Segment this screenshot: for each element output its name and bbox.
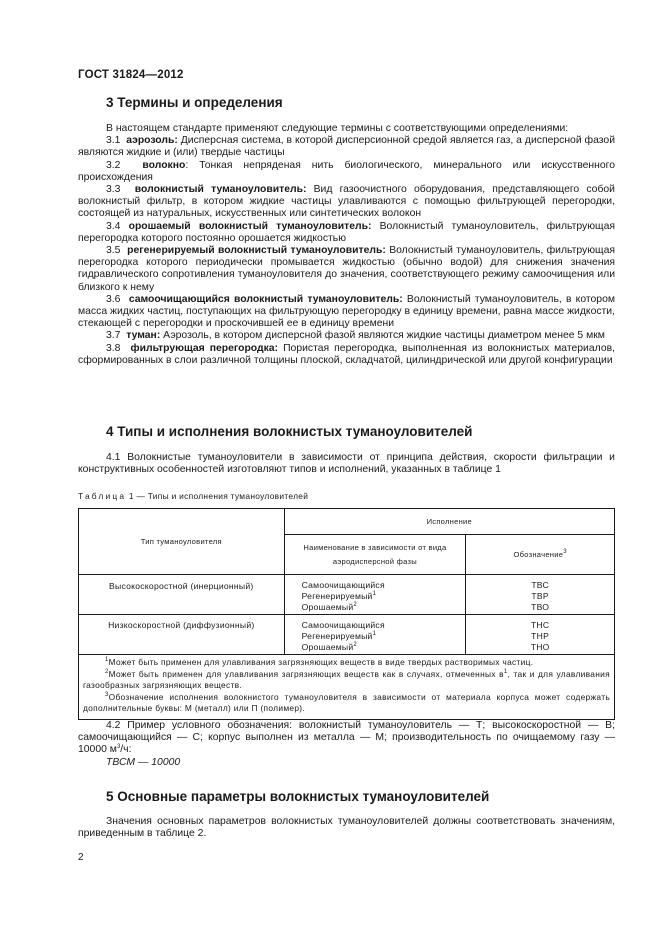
row-type: Высокоскоростной (инерционный) bbox=[79, 575, 285, 615]
designation-example: ТВСМ — 10000 bbox=[106, 756, 181, 768]
row-codes bbox=[466, 575, 615, 615]
code-item: ТНО bbox=[530, 642, 550, 652]
name-item: Регенерируемый$^1$ bbox=[301, 591, 377, 601]
table-note: $^1$Может быть применен для улавливания загрязняющих веществ в виде твердых растворимых частиц. bbox=[105, 657, 534, 667]
header-designation: Обозначение$^3$ bbox=[466, 535, 615, 575]
term-3-2: 3.2 волокно: Тонкая непряденая нить биологического, минерального или искусственного происхождения bbox=[78, 159, 615, 183]
header-execution: Исполнение bbox=[284, 509, 614, 535]
header-name: Наименование в зависимости от вида аэродисперсной фазы bbox=[284, 535, 466, 575]
name-item: Орошаемый$^2$ bbox=[301, 602, 358, 612]
name-item: Самоочищающийся bbox=[301, 580, 385, 590]
section-3-title: 3 Термины и определения bbox=[106, 95, 283, 110]
page-number: 2 bbox=[78, 852, 84, 863]
table-row bbox=[79, 575, 615, 615]
term-3-6: 3.6 самоочищающийся волокнистый туманоуловитель: Волокнистый туманоуловитель, в котором масса жидких частиц, поступающих на фильтрующую перегородку в единицу времени, равна массе жидкости, стекающей с перегородки и проскочившей ее в единицу времени bbox=[78, 293, 615, 330]
term-3-5: 3.5 регенерируемый волокнистый туманоуловитель: Волокнистый туманоуловитель, фильтрующая перегородка которого периодически промывается жидкостью (обычно водой) для снижения значения гидравлического сопротивления туманоуловителя до значения, соответствующего режиму самоочищения или близкого к нему bbox=[78, 245, 616, 293]
table-caption-title: 1 — Типы и исполнения туманоуловителей bbox=[126, 491, 309, 501]
table-note: $^3$Обозначение исполнения волокнистого туманоуловителя в зависимости от материала корпуса может содержать дополнительные буквы: М (металл) или П (полимер). bbox=[83, 691, 610, 714]
code-item: ТНС bbox=[530, 620, 550, 630]
paragraph-4-1-text: 4.1 Волокнистые туманоуловители в зависимости от принципа действия, скорости фильтрации и конструктивных особенностей изготовляют типов и исполнений, указанных в таблице 1 bbox=[78, 452, 615, 476]
term-3-4: 3.4 орошаемый волокнистый туманоуловитель: Волокнистый туманоуловитель, фильтрующая перегородка которого постоянно орошается жидкостью bbox=[78, 220, 616, 244]
section-5-title: 5 Основные параметры волокнистых туманоуловителей bbox=[106, 789, 490, 804]
section-4-title: 4 Типы и исполнения волокнистых туманоуловителей bbox=[106, 424, 473, 439]
code-item: ТВС bbox=[531, 580, 549, 590]
row-names bbox=[284, 615, 466, 655]
paragraph-4-2-text: 4.2 Пример условного обозначения: волокнистый туманоуловитель — Т; высокоскоростной — В; самоочищающийся — С; корпус выполнен из металла — М; производительность по очищаемому газу — 10000 $м^3/ч$: bbox=[78, 720, 615, 756]
table-1-caption bbox=[78, 491, 308, 501]
section-5-body bbox=[78, 816, 615, 840]
name-item: Самоочищающийся bbox=[301, 620, 385, 630]
document-header: ГОСТ 31824—2012 bbox=[78, 69, 184, 81]
code-item: ТВР bbox=[531, 591, 549, 601]
table-1 bbox=[78, 508, 615, 720]
term-3-7: 3.7 туман: Аэрозоль, в котором дисперсной фазой являются жидкие частицы диаметром менее 5 мкм bbox=[106, 330, 605, 342]
table-note: $^2$Может быть применен для улавливания загрязняющих веществ как в случаях, отмеченных $в^1$, так и для улавливания газообразных загрязняющих веществ. bbox=[83, 668, 610, 691]
row-names bbox=[284, 575, 466, 615]
paragraph-4-2 bbox=[78, 720, 615, 769]
table-caption-prefix: Таблица bbox=[78, 491, 127, 501]
section-5-text: Значения основных параметров волокнистых туманоуловителей должны соответствовать значениям, приведенным в таблице 2. bbox=[78, 816, 615, 840]
table-notes bbox=[79, 655, 615, 720]
header-type: Тип туманоуловителя bbox=[79, 509, 285, 575]
code-item: ТНР bbox=[531, 631, 550, 641]
term-3-8: 3.8 фильтрующая перегородка: Пористая перегородка, выполненная из волокнистых материалов, сформированных в слои различной толщины плоской, складчатой, цилиндрической или другой конфигурации bbox=[78, 342, 616, 366]
term-3-1: 3.1 аэрозоль: Дисперсная система, в которой дисперсионной средой является газ, а дисперсной фазой являются жидкие и (или) твердые частицы bbox=[78, 135, 615, 159]
code-item: ТВО bbox=[531, 602, 550, 612]
table-row bbox=[79, 615, 615, 655]
name-item: Орошаемый$^2$ bbox=[301, 642, 358, 652]
row-type: Низкоскоростной (диффузионный) bbox=[79, 615, 285, 655]
paragraph-4-1 bbox=[78, 452, 615, 476]
row-codes bbox=[466, 615, 615, 655]
table-notes-row bbox=[79, 655, 615, 720]
name-item: Регенерируемый$^1$ bbox=[301, 631, 377, 641]
section-3-intro: В настоящем стандарте применяют следующие термины с соответствующими определениями: bbox=[106, 123, 569, 134]
term-3-3: 3.3 волокнистый туманоуловитель: Вид газоочистного оборудования, представляющего собой волокнистый фильтр, в котором жидкие частицы улавливаются с помощью фильтрующей перегородки, состоящей из натуральных, искусственных или синтетических волокон bbox=[78, 184, 615, 220]
section-3-body bbox=[78, 123, 615, 367]
